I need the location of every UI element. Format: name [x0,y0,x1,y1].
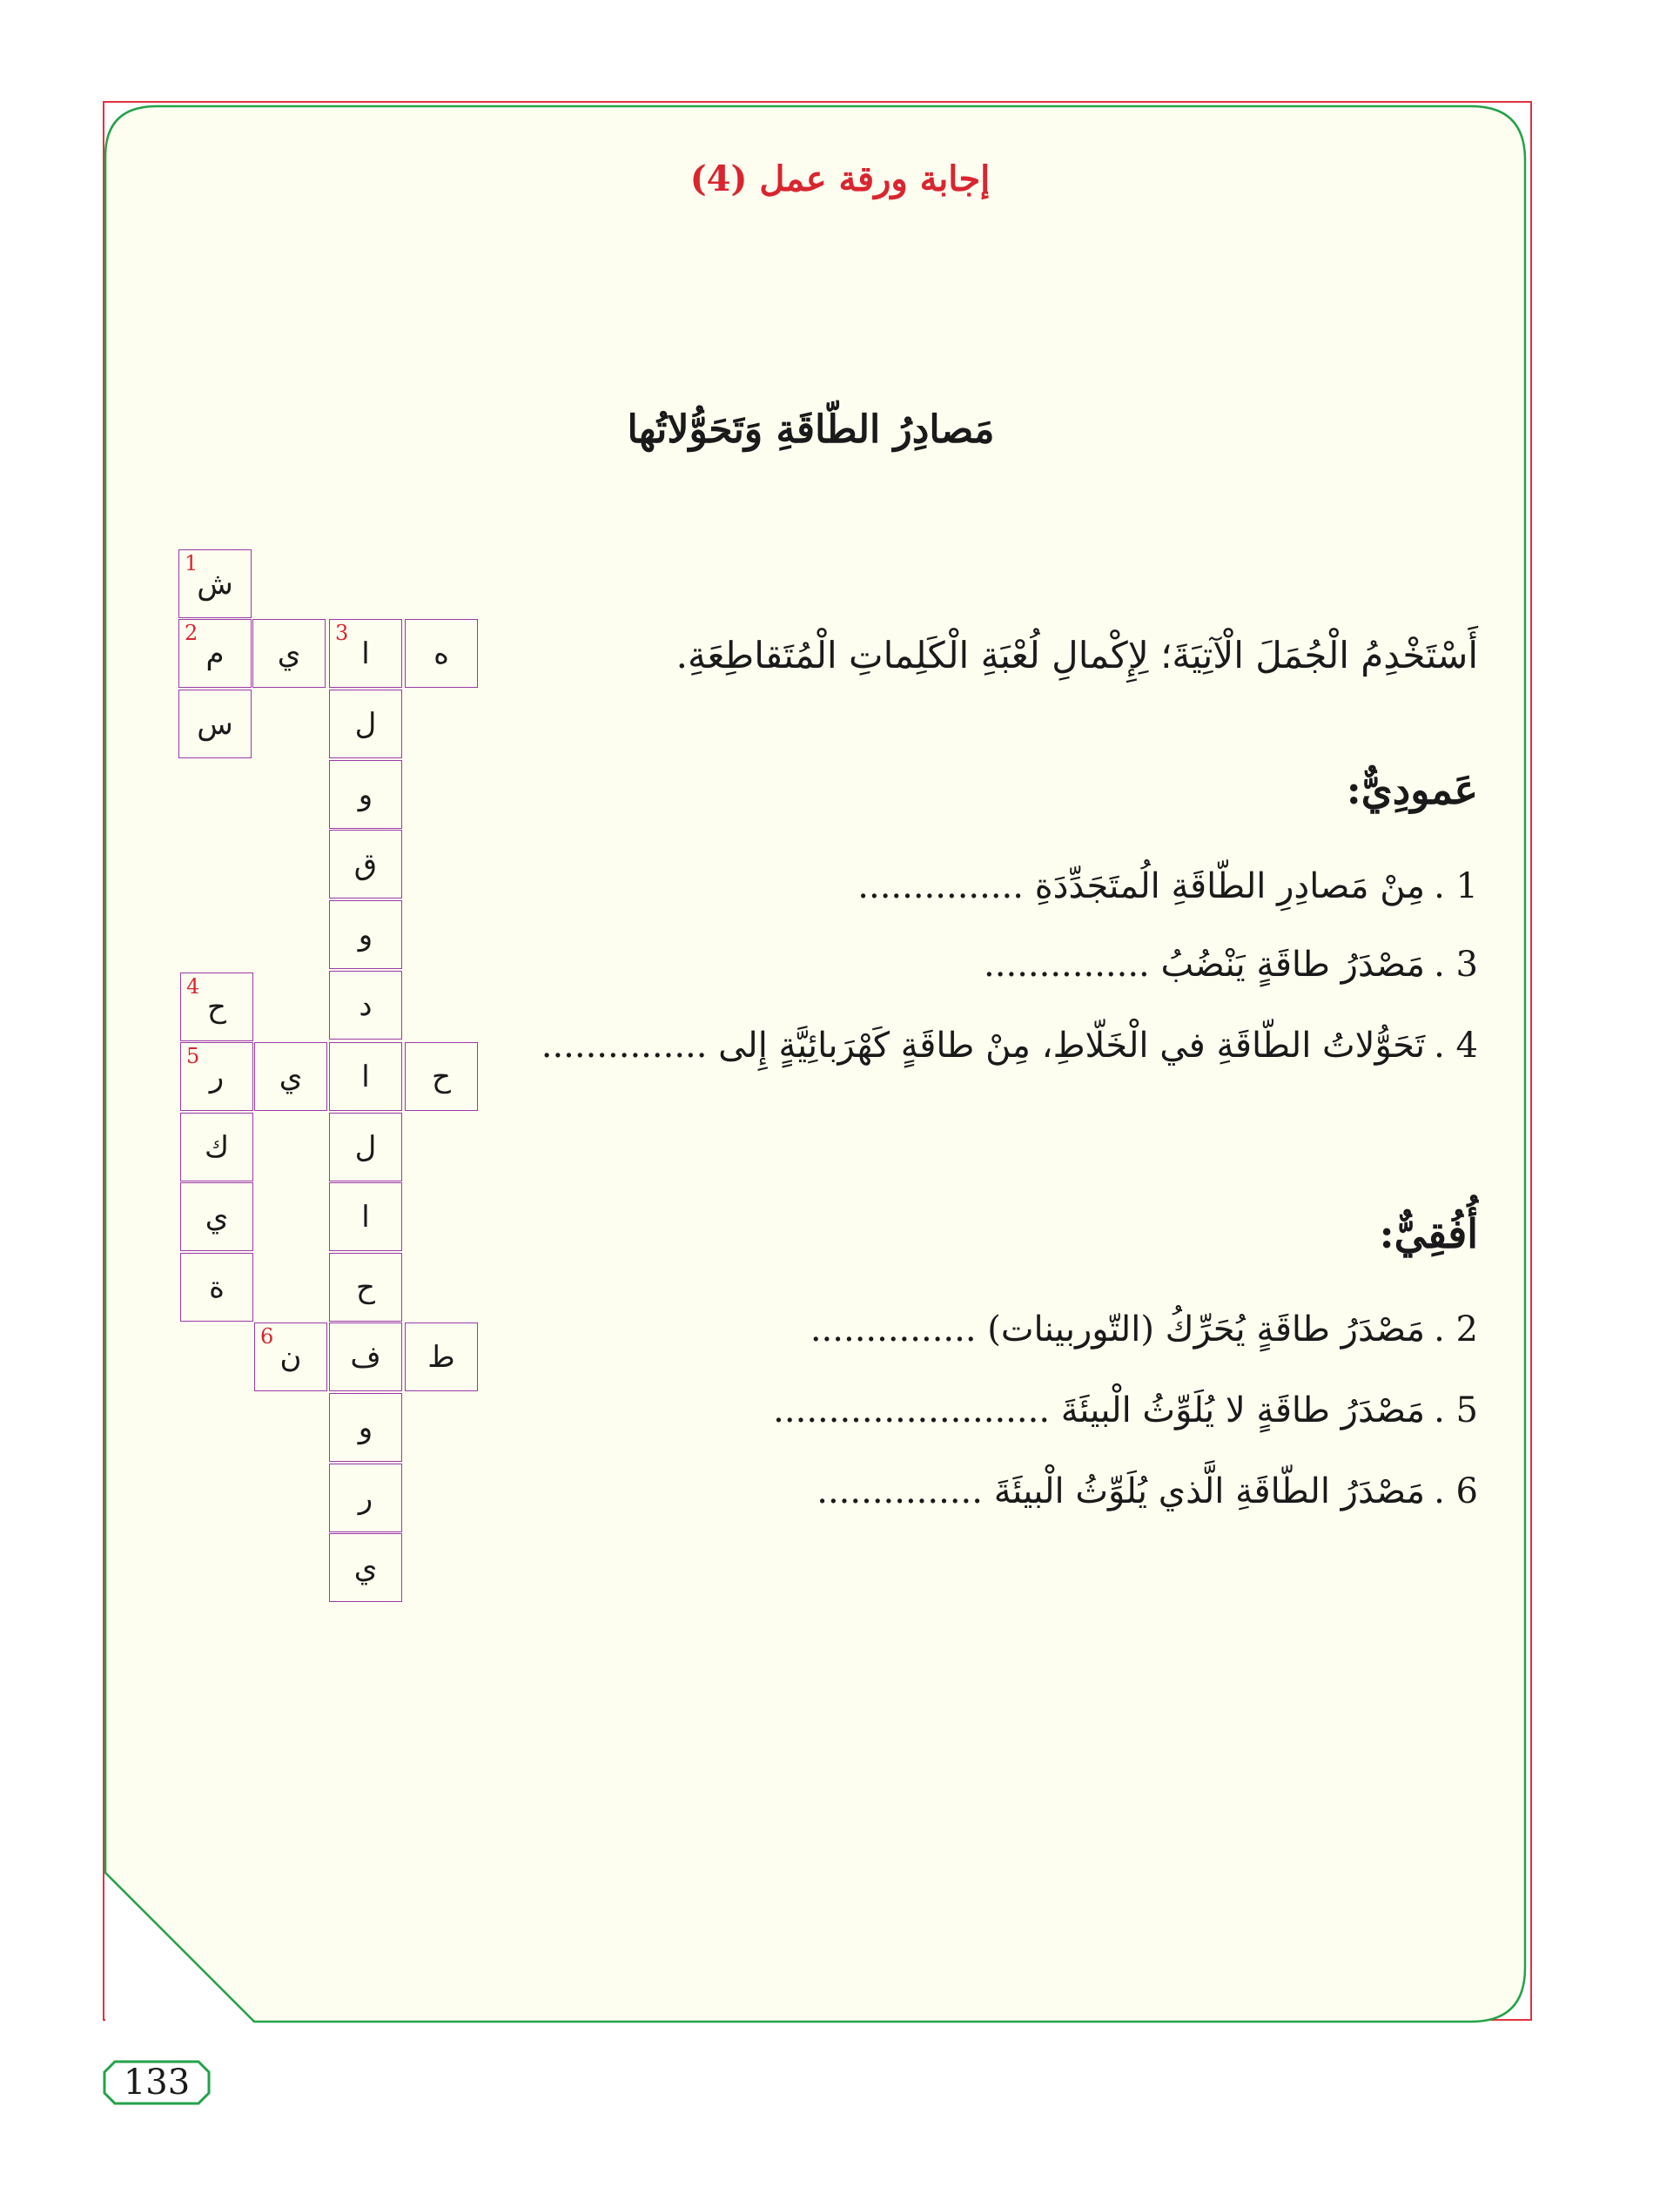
cell-letter: و [358,918,373,952]
worksheet-title: إجابة ورقة عمل (4) [689,158,991,199]
clue-text: تَحَوُّلاتُ الطّاقَةِ في الْخَلّاطِ، مِنْ طاقَةٍ كَهْرَبائِيَّةٍ إِلى ............... [541,1026,1426,1066]
cell-letter: ح [207,990,226,1025]
crossword-cell[interactable] [254,1322,327,1391]
cell-letter: ق [353,847,378,882]
crossword-cell[interactable] [329,971,402,1040]
crossword-cell[interactable] [329,830,402,898]
cell-letter: ا [361,636,370,671]
crossword-cell[interactable] [252,619,326,688]
clue-horizontal-2 [810,1309,1478,1349]
crossword-cell[interactable] [329,619,402,688]
horizontal-heading: أُفُقِيٌّ: [1379,1210,1478,1257]
cell-number: 1 [185,551,198,575]
crossword-cell[interactable] [329,1042,402,1111]
clue-text: مَصْدَرُ طاقَةٍ لا يُلَوِّثُ الْبيئَةَ ......................... [773,1390,1426,1430]
crossword-cell[interactable] [329,1182,402,1251]
cell-letter: و [358,1410,373,1445]
cell-number: 5 [186,1044,200,1068]
clue-vertical-4 [541,1026,1478,1066]
clue-text: مِنْ مَصادِرِ الطّاقَةِ الُمتَجَدِّدَةِ ............... [857,866,1426,906]
crossword-cell[interactable] [329,1393,402,1462]
clue-horizontal-6 [816,1471,1478,1511]
crossword-cell[interactable] [329,760,402,829]
cell-number: 6 [260,1324,274,1349]
crossword-cell[interactable] [178,549,252,618]
cell-letter: ح [356,1270,375,1305]
crossword-cell[interactable] [180,1253,253,1322]
page-number: 133 [123,2063,191,2103]
crossword-cell[interactable] [180,1182,253,1251]
cell-letter: ك [204,1130,230,1165]
crossword-cell[interactable] [405,619,478,688]
clue-number: 1 . [1434,866,1478,906]
cell-letter: و [358,777,373,812]
cell-number: 2 [185,621,198,645]
clue-vertical-1 [857,866,1478,906]
clue-number: 6 . [1434,1471,1478,1511]
clue-text: مَصْدَرُ طاقَةٍ يُحَرِّكُ (التّوربينات) ............... [810,1309,1426,1349]
clue-number: 3 . [1434,945,1478,985]
cell-letter: ة [209,1270,225,1305]
clue-text: مَصْدَرُ طاقَةٍ يَنْضُبُ ............... [984,945,1426,985]
crossword-cell[interactable] [329,1464,402,1532]
cell-letter: ر [358,1481,373,1516]
crossword-cell[interactable] [329,1322,402,1391]
cell-letter: ي [277,636,301,671]
vertical-heading: عَمودِيٌّ: [1346,766,1478,813]
crossword-cell[interactable] [405,1042,478,1111]
cell-number: 3 [335,621,349,645]
cell-letter: ح [432,1060,451,1094]
crossword-cell[interactable] [405,1322,478,1391]
page-number-badge [103,2060,211,2105]
cell-letter: ل [354,1130,377,1165]
cell-letter: ش [197,567,233,602]
clue-number: 5 . [1434,1390,1478,1430]
instruction-text: أَسْتَخْدِمُ الْجُمَلَ الْآتِيَةَ؛ لِإِكْمالِ لُعْبَةِ الْكَلِماتِ الْمُتَقاطِعَةِ. [675,634,1478,676]
cell-letter: م [205,636,225,671]
crossword-cell[interactable] [329,900,402,969]
crossword-cell[interactable] [180,1113,253,1181]
crossword-cell[interactable] [329,1113,402,1181]
crossword-cell[interactable] [329,690,402,758]
cell-letter: ل [354,707,377,742]
cell-letter: ا [361,1060,370,1094]
topic-title: مَصادِرُ الطّاقَةِ وَتَحَوُّلاتُها [627,407,995,452]
crossword-cell[interactable] [180,1042,253,1111]
cell-letter: ي [279,1060,303,1094]
cell-letter: ف [350,1340,381,1375]
clue-number: 4 . [1434,1026,1478,1066]
cell-letter: ي [353,1551,378,1585]
crossword-cell[interactable] [254,1042,327,1111]
cell-letter: ط [427,1340,455,1375]
crossword-cell[interactable] [178,619,252,688]
cell-number: 4 [186,974,200,999]
cell-letter: ه [433,636,449,671]
crossword-cell[interactable] [178,690,252,758]
cell-letter: ي [205,1200,229,1235]
clue-horizontal-5 [773,1390,1478,1430]
clue-number: 2 . [1434,1309,1478,1349]
crossword-cell[interactable] [180,972,253,1041]
clue-vertical-3 [984,945,1478,985]
cell-letter: ا [361,1200,370,1235]
cell-letter: ر [209,1060,225,1094]
crossword-cell[interactable] [329,1253,402,1322]
clue-text: مَصْدَرُ الطّاقَةِ الَّذي يُلَوِّثُ الْبيئَةَ ............... [816,1471,1426,1511]
cell-letter: د [359,988,373,1023]
crossword-cell[interactable] [329,1533,402,1602]
cell-letter: س [197,707,233,742]
cell-letter: ن [279,1340,302,1375]
